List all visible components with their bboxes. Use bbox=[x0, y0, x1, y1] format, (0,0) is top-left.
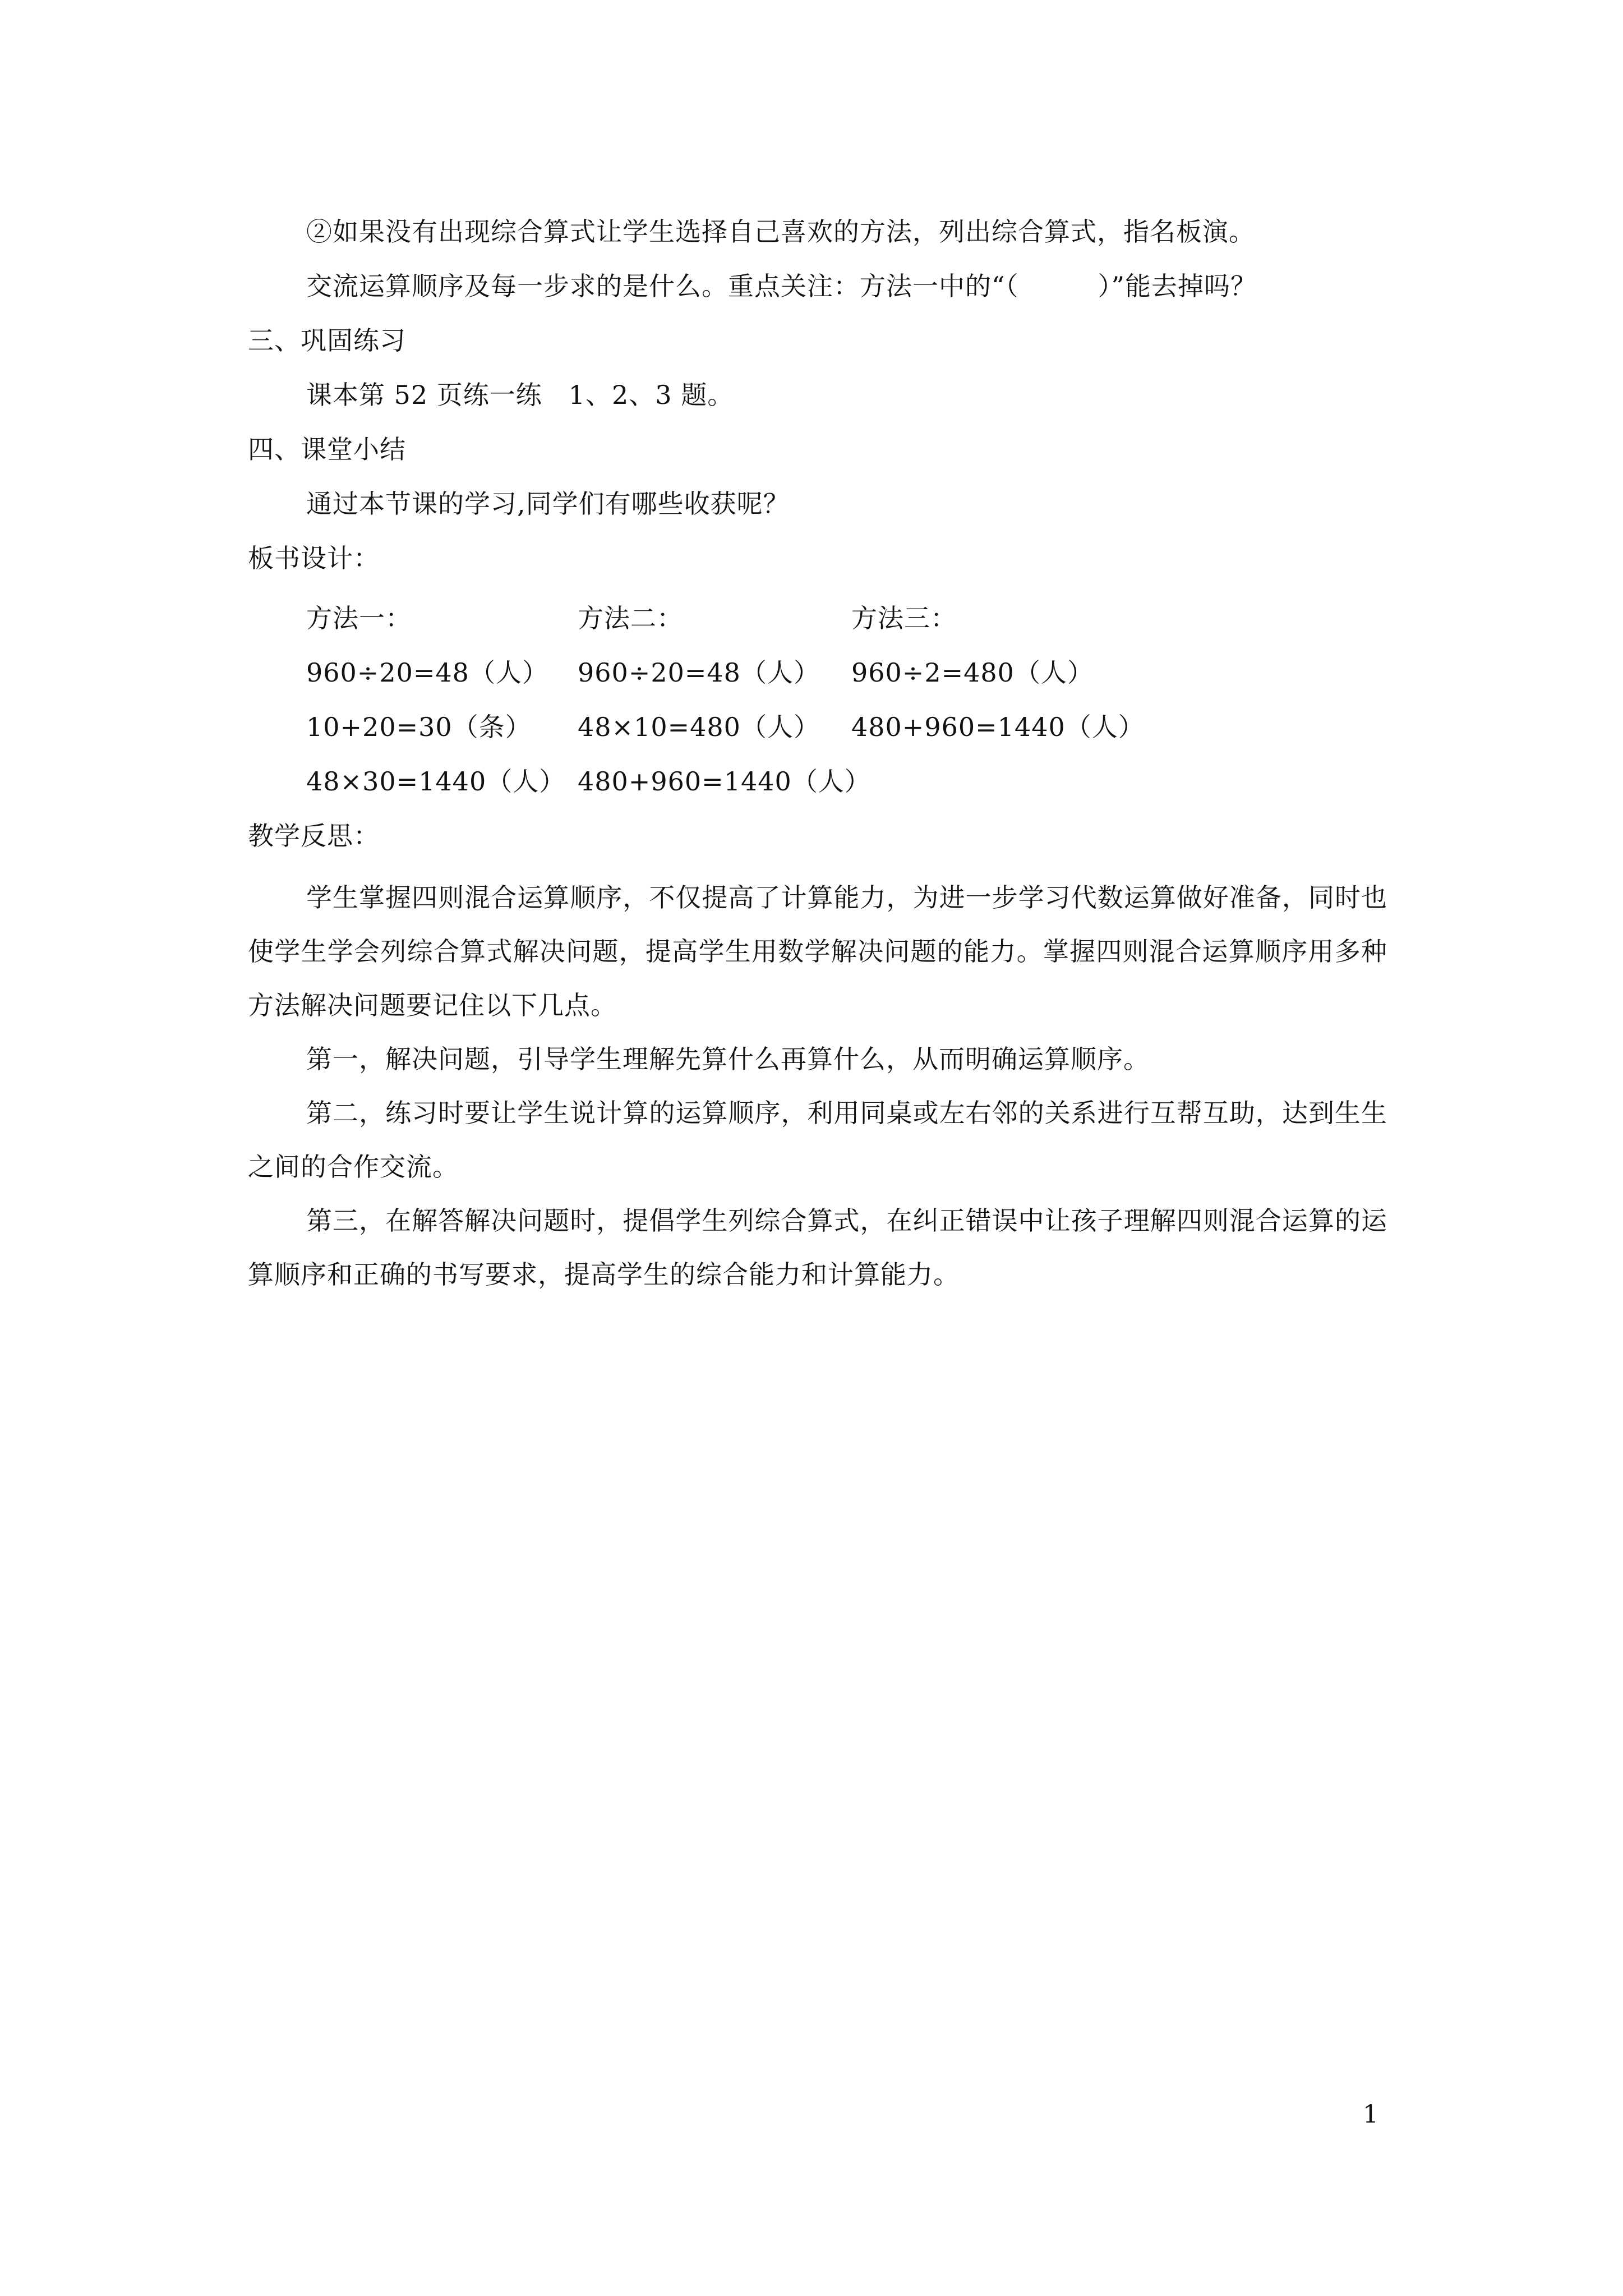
board-method-3-step-1: 960÷2=480（人） bbox=[851, 657, 1094, 688]
board-method-1-step-1: 960÷20=48（人） bbox=[306, 657, 548, 688]
practice-line: 课本第 52 页练一练 1、2、3 题。 bbox=[306, 380, 734, 410]
board-method-1-step-2: 10+20=30（条） bbox=[306, 712, 532, 742]
page-number: 1 bbox=[1363, 2100, 1378, 2129]
summary-line: 通过本节课的学习,同学们有哪些收获呢？ bbox=[306, 489, 790, 519]
reflection-paragraph-3: 第二，练习时要让学生说计算的运算顺序，利用同桌或左右邻的关系进行互帮互助，达到生生之间的合作交流。 bbox=[248, 1098, 1387, 1182]
board-method-2-step-3: 480+960=1440（人） bbox=[578, 766, 871, 797]
board-method-1-step-3: 48×30=1440（人） bbox=[306, 766, 566, 797]
section-heading-summary: 四、课堂小结 bbox=[248, 434, 406, 464]
board-header-method-2: 方法二： bbox=[578, 603, 683, 633]
board-method-3-step-2: 480+960=1440（人） bbox=[851, 712, 1145, 742]
reflection-paragraph-1: 学生掌握四则混合运算顺序，不仅提高了计算能力，为进一步学习代数运算做好准备，同时也使学生学会列综合算式解决问题，提高学生用数学解决问题的能力。掌握四则混合运算顺序用多种方法解决问题要记住以下几点。 bbox=[248, 882, 1387, 1020]
reflection-paragraph-4: 第三，在解答解决问题时，提倡学生列综合算式，在纠正错误中让孩子理解四则混合运算的运算顺序和正确的书写要求，提高学生的综合能力和计算能力。 bbox=[248, 1205, 1387, 1290]
section-heading-practice: 三、巩固练习 bbox=[248, 325, 406, 356]
discussion-line: 交流运算顺序及每一步求的是什么。重点关注：方法一中的“（ ）”能去掉吗？ bbox=[306, 271, 1257, 301]
board-header-method-3: 方法三： bbox=[851, 603, 957, 633]
reflection-paragraph-2: 第一，解决问题，引导学生理解先算什么再算什么，从而明确运算顺序。 bbox=[306, 1044, 1150, 1074]
board-header-method-1: 方法一： bbox=[306, 603, 412, 633]
board-method-2-step-2: 48×10=480（人） bbox=[578, 712, 820, 742]
method-instruction-line: ②如果没有出现综合算式让学生选择自己喜欢的方法，列出综合算式，指名板演。 bbox=[306, 217, 1255, 247]
reflection-title: 教学反思： bbox=[248, 821, 380, 851]
board-method-2-step-1: 960÷20=48（人） bbox=[578, 657, 820, 688]
board-design-title: 板书设计： bbox=[248, 543, 380, 573]
